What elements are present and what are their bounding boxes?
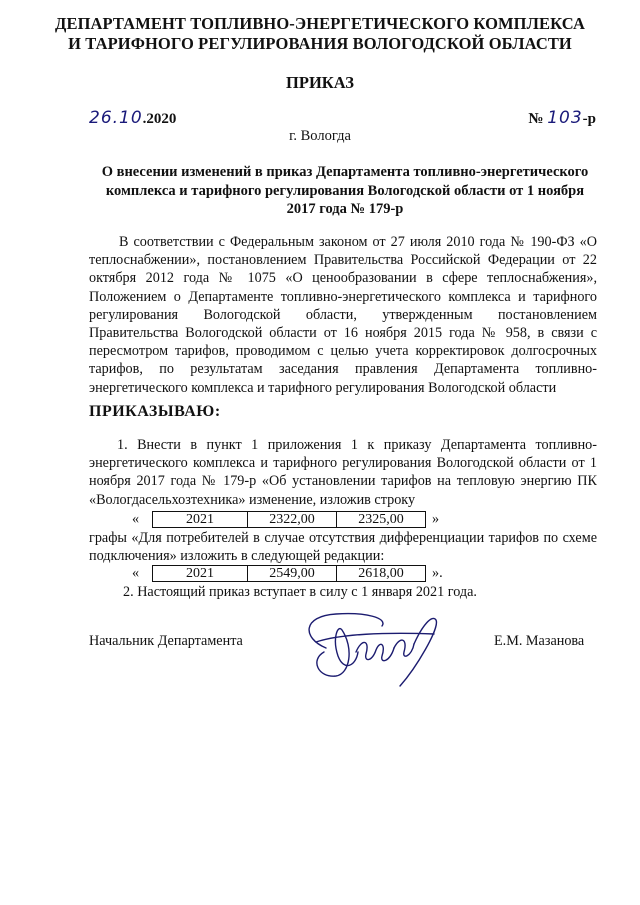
order-word: ПРИКАЗЫВАЮ: — [89, 403, 221, 420]
order-number — [528, 108, 596, 128]
document-type: ПРИКАЗ — [286, 73, 354, 92]
order-date — [89, 108, 176, 128]
header-line-1: ДЕПАРТАМЕНТ ТОПЛИВНО-ЭНЕРГЕТИЧЕСКОГО КОМПЛЕКСА — [55, 14, 585, 33]
number-prefix: № — [528, 111, 544, 127]
header-line-2: И ТАРИФНОГО РЕГУЛИРОВАНИЯ ВОЛОГОДСКОЙ ОБЛАСТИ — [68, 34, 572, 53]
signatory-position: Начальник Департамента — [89, 633, 243, 649]
table-row — [153, 512, 426, 528]
new-tariff-row — [132, 565, 443, 582]
department-header — [40, 14, 600, 54]
column-description: графы «Для потребителей в случае отсутствия дифференциации тарифов по схеме подключения» изложить в следующей редакции: — [89, 530, 597, 565]
signatory-name: Е.М. Мазанова — [494, 633, 585, 649]
open-quote: « — [132, 565, 140, 581]
table-cell-value-1: 2322,00 — [248, 512, 337, 528]
close-quote: ». — [432, 565, 443, 581]
new-tariff-table — [152, 565, 426, 582]
order-subject: О внесении изменений в приказ Департамента топливно-энергетического комплекса и тарифного регулирования Вологодской области от 1 ноября 2017 года № 179-р — [101, 164, 589, 217]
handwritten-number: 103 — [547, 108, 583, 128]
printed-year: .2020 — [142, 111, 177, 127]
old-tariff-table — [152, 511, 426, 528]
old-tariff-row — [132, 511, 439, 528]
item-1-paragraph: 1. Внести в пункт 1 приложения 1 к приказу Департамента топливно-энергетического комплекса и тарифного регулирования Вологодской области от 1 ноября 2017 года № 179-р «Об установлении тарифов на тепловую энергию ПК «Вологдасельхозтехника» изменение, изложив строку — [89, 437, 597, 508]
handwritten-date: 26.10 — [89, 108, 143, 128]
table-cell-value-2: 2325,00 — [337, 512, 426, 528]
city-line: г. Вологда — [289, 128, 351, 144]
table-cell-year: 2021 — [153, 512, 248, 528]
table-cell-value-1: 2549,00 — [248, 566, 337, 582]
handwritten-signature — [296, 608, 446, 690]
table-cell-year: 2021 — [153, 566, 248, 582]
table-cell-value-2: 2618,00 — [337, 566, 426, 582]
table-row — [153, 566, 426, 582]
item-2-paragraph: 2. Настоящий приказ вступает в силу с 1 января 2021 года. — [123, 584, 477, 600]
close-quote: » — [432, 511, 440, 527]
preamble-paragraph: В соответствии с Федеральным законом от 27 июля 2010 года № 190-ФЗ «О теплоснабжении», постановлением Правительства Российской Федерации от 22 октября 2012 года № 1075 «О ценообразовании в сфере теплоснабжения», Положением о Департаменте топливно-энергетического комплекса и тарифного регулирования Вологодской области, утвержденным постановлением Правительства Вологодской области от 16 ноября 2015 года № 958, в связи с пересмотром тарифов, проводимом с целью учета корректировок долгосрочных тарифов, по результатам заседания правления Департамента топливно-энергетического комплекса и тарифного регулирования Вологодской области — [89, 234, 597, 396]
open-quote: « — [132, 511, 140, 527]
number-suffix: -р — [582, 111, 596, 127]
